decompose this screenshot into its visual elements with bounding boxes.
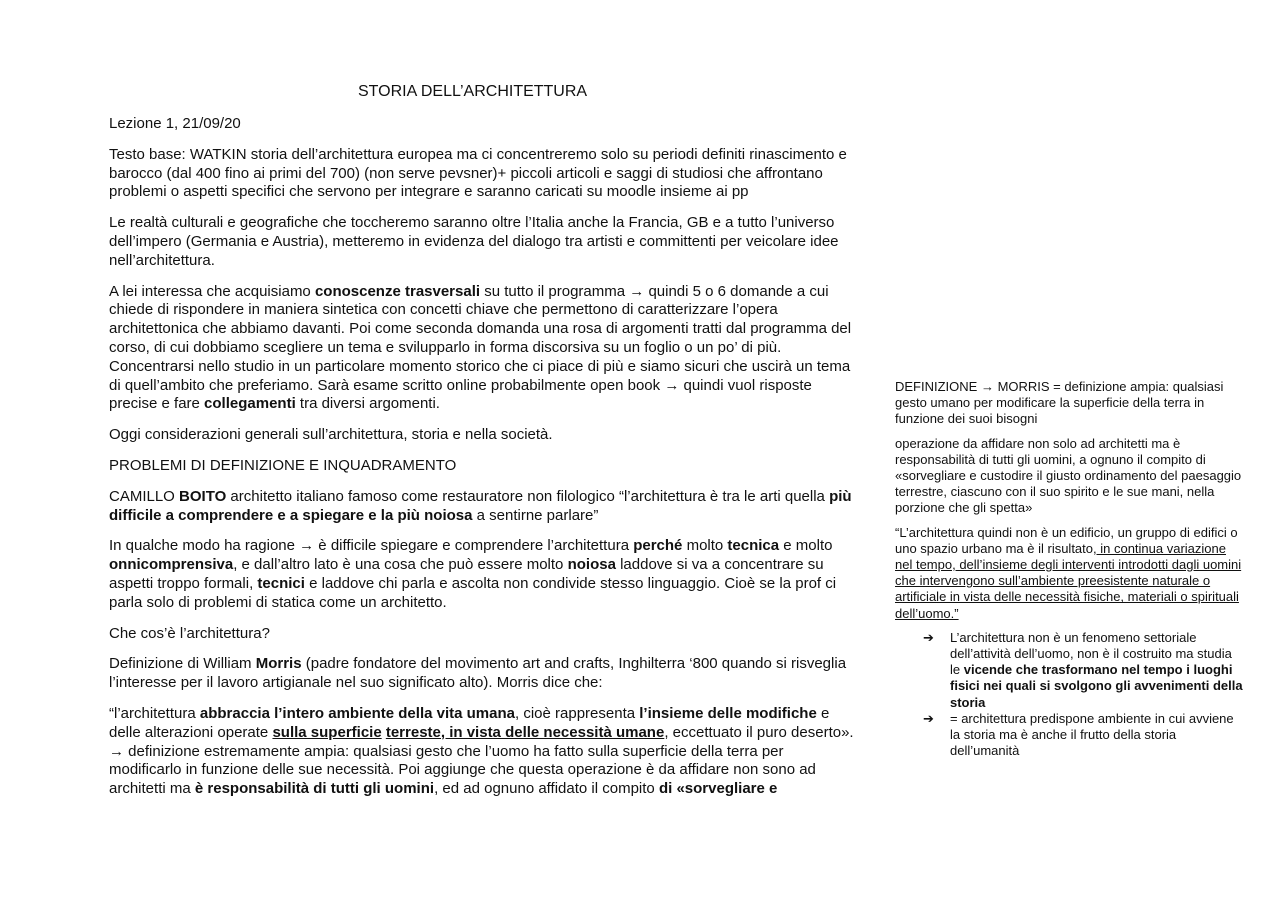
- main-column: [109, 115, 859, 811]
- paragraph-realta-culturali: Le realtà culturali e geografiche che toccheremo saranno oltre l’Italia anche la Francia, GB e a tutto l’universo dell’impero (Germania e Austria), metteremo in evidenza del dialogo tra artisti e committenti per veicolare idee nell’architettura.: [109, 214, 839, 269]
- lesson-date: Lezione 1, 21/09/20: [109, 115, 241, 132]
- paragraph-ragione: In qualche modo ha ragione → è difficile spiegare e comprendere l’architettura perché molto tecnica e molto onnicomprensiva, e dall’altro lato è una cosa che può essere molto noiosa laddove si va a concentrare su aspetti troppo formali, tecnici e laddove chi parla e ascolta non condivide stesso linguaggio. Cioè se la prof ci parla solo di problemi di statica come un architetto.: [109, 537, 837, 611]
- question-heading: Che cos’è l’architettura?: [109, 624, 270, 642]
- side-citazione: “L’architettura quindi non è un edificio, un gruppo di edifici o uno spazio urbano ma è il risultato, in continua variazione nel tempo, dell’insieme degli interventi introdotti dagli uomini che intervengono sull’ambiente preesistente naturale o artificiale in vista delle necessità fisiche, materiali o spirituali dell’uomo.”: [895, 524, 1242, 621]
- arrow-icon: →: [629, 282, 645, 300]
- paragraph-citazione: “l’architettura abbraccia l’intero ambiente della vita umana, cioè rappresenta l’insieme delle modifiche e delle alterazioni operate sulla superficie terreste, in vista delle necessità umane, eccettuato il puro deserto». → definizione estremamente ampia: qualsiasi gesto che l’uomo ha fatto sulla superficie della terra per modificarlo in funzione delle sue necessità. Poi aggiunge che questa operazione è da affidare non sono ad architetti ma è responsabilità di tutti gli uomini, ed ad ognuno affidato il compito di «sorvegliare e: [109, 704, 854, 798]
- paragraph-morris: Definizione di William Morris (padre fondatore del movimento art and crafts, Inghilterra ‘800 quando si risveglia l’interesse per il lavoro artigianale nel suo significato alto). Morris dice che:: [109, 655, 847, 692]
- arrow-icon: →: [109, 742, 124, 760]
- section-heading: PROBLEMI DI DEFINIZIONE E INQUADRAMENTO: [109, 456, 457, 474]
- paragraph-considerazioni: Oggi considerazioni generali sull’architettura, storia e nella società.: [109, 426, 553, 444]
- paragraph-boito: CAMILLO BOITO architetto italiano famoso come restauratore non filologico “l’architettura è tra le arti quella più difficile a comprendere e a spiegare e la più noiosa a sentirne parlare”: [109, 487, 852, 524]
- list-item: ➔ = architettura predispone ambiente in cui avviene la storia ma è anche il frutto della storia dell’umanità: [923, 710, 1234, 759]
- paragraph-testo-base: Testo base: WATKIN storia dell’architettura europea ma ci concentreremo solo su periodi definiti rinascimento e barocco (dal 400 fino ai primi del 700) (non serve pevsner)+ piccoli articoli e saggi di studiosi che affrontano problemi o aspetti specifici che servono per integrare e saranno caricati su moodle insieme ai pp: [109, 145, 847, 201]
- list-item: ➔ L’architettura non è un fenomeno settoriale dell’attività dell’uomo, non è il costruito ma studia le vicende che trasformano nel tempo i luoghi fisici nei quali si svolgono gli avvenimenti della storia: [923, 629, 1243, 710]
- arrow-icon: →: [980, 379, 994, 394]
- arrow-icon: →: [299, 537, 315, 555]
- side-bullet-list: [895, 630, 1245, 760]
- page-title: STORIA DELL’ARCHITETTURA: [358, 83, 588, 100]
- arrow-icon: →: [664, 376, 680, 394]
- side-notes: [895, 379, 1245, 759]
- arrow-bullet-icon: ➔: [923, 629, 934, 645]
- arrow-bullet-icon: ➔: [923, 710, 934, 726]
- side-operazione: operazione da affidare non solo ad architetti ma è responsabilità di tutti gli uomini, a ognuno il compito di «sorvegliare e custodire il giusto ordinamento del paesaggio terrestre, ciascuno con il suo spirito e le sue mani, nella porzione che gli spetta»: [895, 435, 1242, 516]
- paragraph-esame: A lei interessa che acquisiamo conoscenze trasversali su tutto il programma → quindi 5 o 6 domande a cui chiede di rispondere in maniera sintetica con concetti chiave che permettono di caratterizzare l’opera architettonica che abbiamo davanti. Poi come seconda domanda una rosa di argomenti tratti dal programma del corso, di cui dobbiamo scegliere un tema e svilupparlo in forma discorsiva su un foglio o un po’ di più. Concentrarsi nello studio in un particolare momento storico che ci piace di più e siamo sicuri che uscirà un tema di quell’ambito che preferiamo. Sarà esame scritto online probabilmente open book → quindi vuol risposte precise e fare collegamenti tra diversi argomenti.: [109, 282, 852, 413]
- side-definizione: DEFINIZIONE → MORRIS = definizione ampia: qualsiasi gesto umano per modificare la superficie della terra in funzione dei suoi bisogni: [895, 379, 1224, 427]
